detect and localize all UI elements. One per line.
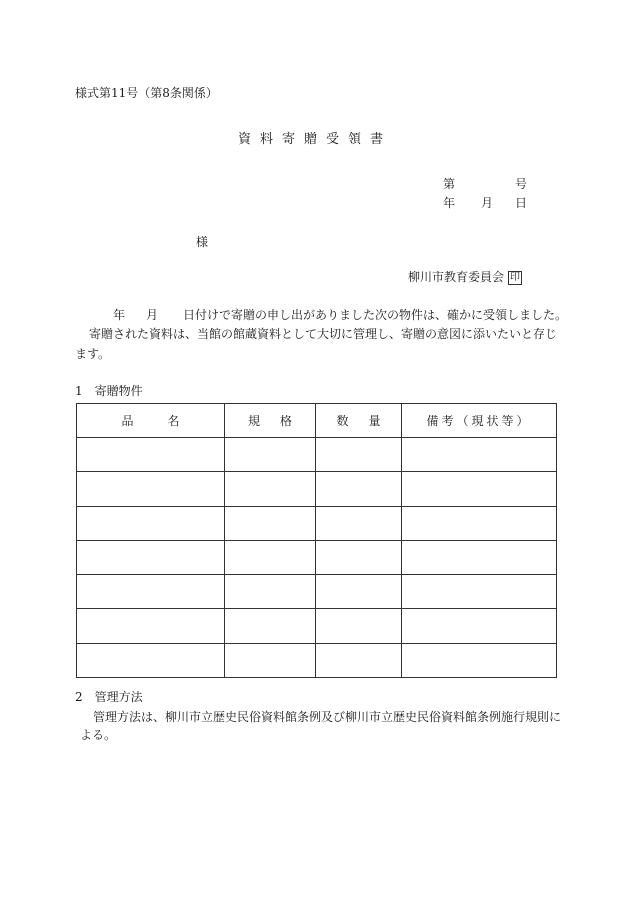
remarks-cell[interactable] (402, 506, 557, 540)
quantity-cell[interactable] (316, 438, 402, 472)
seal-mark: 印 (510, 272, 521, 283)
issuer-block (408, 268, 522, 285)
body-paragraph-line-3: ます。 (75, 347, 111, 361)
specification-cell[interactable] (225, 609, 316, 643)
specification-cell[interactable] (225, 540, 316, 574)
body-paragraph-line-2: 寄贈された資料は、当館の館蔵資料として大切に管理し、寄贈の意図に添いたいと存じ (89, 327, 558, 341)
quantity-cell[interactable] (316, 609, 402, 643)
date-year-label: 年 (443, 196, 456, 210)
item-name-cell[interactable] (77, 472, 225, 506)
specification-cell[interactable] (225, 506, 316, 540)
header-remarks: 備考（現状等） (402, 404, 557, 438)
table-header-row (77, 404, 557, 438)
header-item-name: 品名 (77, 404, 225, 438)
issuer-name: 柳川市教育委員会 (408, 270, 505, 284)
table-row (77, 575, 557, 609)
date-day-label: 日 (515, 196, 528, 210)
recipient-honorific: 様 (196, 235, 209, 249)
table-row (77, 438, 557, 472)
item-name-cell[interactable] (77, 643, 225, 677)
table-row (77, 472, 557, 506)
section-heading-management-method: 2 管理方法 (75, 690, 143, 704)
table-row (77, 506, 557, 540)
document-title: 資料寄贈受領書 (238, 132, 393, 147)
date-month-label: 月 (481, 196, 494, 210)
remarks-cell[interactable] (402, 438, 557, 472)
remarks-cell[interactable] (402, 575, 557, 609)
remarks-cell[interactable] (402, 643, 557, 677)
item-name-cell[interactable] (77, 540, 225, 574)
management-method-line-1: 管理方法は、柳川市立歴史民俗資料館条例及び柳川市立歴史民俗資料館条例施行規則に (93, 710, 562, 724)
quantity-cell[interactable] (316, 575, 402, 609)
form-number: 様式第11号（第8条関係） (75, 86, 218, 100)
remarks-cell[interactable] (402, 472, 557, 506)
table-row (77, 643, 557, 677)
header-quantity: 数量 (316, 404, 402, 438)
body-month-label: 月 (146, 308, 159, 322)
remarks-cell[interactable] (402, 609, 557, 643)
specification-cell[interactable] (225, 472, 316, 506)
item-name-cell[interactable] (77, 506, 225, 540)
table-row (77, 540, 557, 574)
header-specification: 規格 (225, 404, 316, 438)
quantity-cell[interactable] (316, 506, 402, 540)
management-method-line-2: よる。 (80, 728, 117, 742)
specification-cell[interactable] (225, 643, 316, 677)
body-year-label: 年 (113, 308, 126, 322)
quantity-cell[interactable] (316, 643, 402, 677)
item-name-cell[interactable] (77, 609, 225, 643)
item-name-cell[interactable] (77, 438, 225, 472)
donated-items-table (76, 403, 557, 678)
specification-cell[interactable] (225, 575, 316, 609)
item-name-cell[interactable] (77, 575, 225, 609)
number-suffix: 号 (515, 177, 528, 191)
remarks-cell[interactable] (402, 540, 557, 574)
table-row (77, 609, 557, 643)
section-heading-donated-items: 1 寄贈物件 (75, 384, 143, 398)
number-prefix: 第 (443, 177, 456, 191)
specification-cell[interactable] (225, 438, 316, 472)
quantity-cell[interactable] (316, 540, 402, 574)
quantity-cell[interactable] (316, 472, 402, 506)
body-line1-text: 日付けで寄贈の申し出がありました次の物件は、確かに受領しました。 (183, 308, 568, 322)
